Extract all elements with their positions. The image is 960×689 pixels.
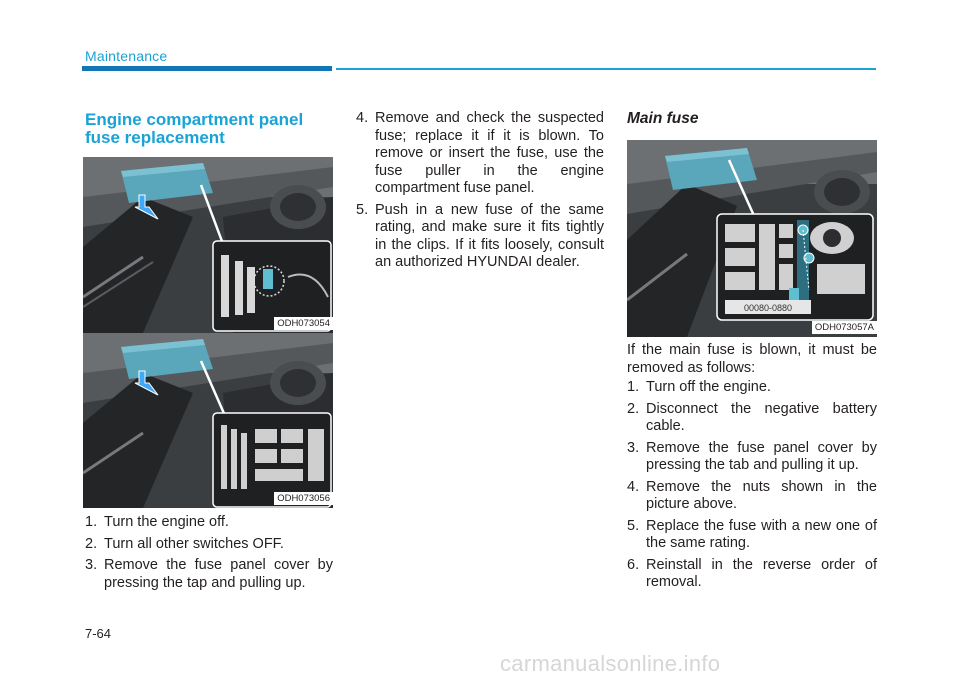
photo-2-caption: ODH073056	[274, 492, 333, 505]
header-rule-dark	[82, 66, 332, 71]
list-item: 1. Turn off the engine.	[627, 379, 771, 395]
list-item: 4. Remove the nuts shown in the picture above.	[627, 478, 877, 512]
main-fuse-title: Main fuse	[627, 110, 699, 127]
main-fuse-photo-caption: ODH073057A	[812, 321, 877, 334]
engine-illustration-2	[83, 333, 333, 508]
engine-photo-1	[83, 157, 333, 333]
list-item: 1. Turn the engine off.	[85, 514, 229, 530]
header-rule-light	[336, 68, 876, 70]
right-steps-list	[627, 379, 877, 596]
list-item: 3. Remove the fuse panel cover by pressing the tap and pulling up.	[85, 557, 333, 591]
list-item: 5. Replace the fuse with a new one of the same rating.	[627, 517, 877, 551]
left-steps-list	[85, 514, 333, 596]
list-item: 2. Turn all other switches OFF.	[85, 535, 284, 552]
main-fuse-photo	[627, 140, 877, 337]
list-item: 2. Disconnect the negative battery cable.	[627, 400, 877, 434]
engine-illustration-1	[83, 157, 333, 333]
main-fuse-intro: If the main fuse is blown, it must be removed as follows:	[627, 342, 877, 376]
middle-steps-list	[356, 110, 604, 276]
fuse-label-text: 00080-0880	[743, 303, 793, 313]
main-fuse-illustration	[627, 140, 877, 337]
photo-1-caption: ODH073054	[274, 317, 333, 330]
list-item: 5. Push in a new fuse of the same rating, and make sure it fits tightly in the clips. If it fits loosely, consult an authorized HYUNDAI dealer.	[356, 201, 604, 270]
list-item: 4. Remove and check the suspected fuse; replace it if it is blown. To remove or insert the fuse, use the fuse puller in the engine compartment fuse panel.	[356, 110, 604, 196]
page-number: 7-64	[85, 626, 112, 641]
section-title: Engine compartment panel fuse replacement	[85, 110, 304, 147]
watermark: carmanualsonline.info	[500, 651, 721, 676]
section-header: Maintenance	[85, 48, 168, 64]
list-item: 6. Reinstall in the reverse order of removal.	[627, 556, 877, 590]
list-item: 3. Remove the fuse panel cover by pressing the tab and pulling it up.	[627, 439, 877, 473]
engine-photo-2	[83, 333, 333, 508]
